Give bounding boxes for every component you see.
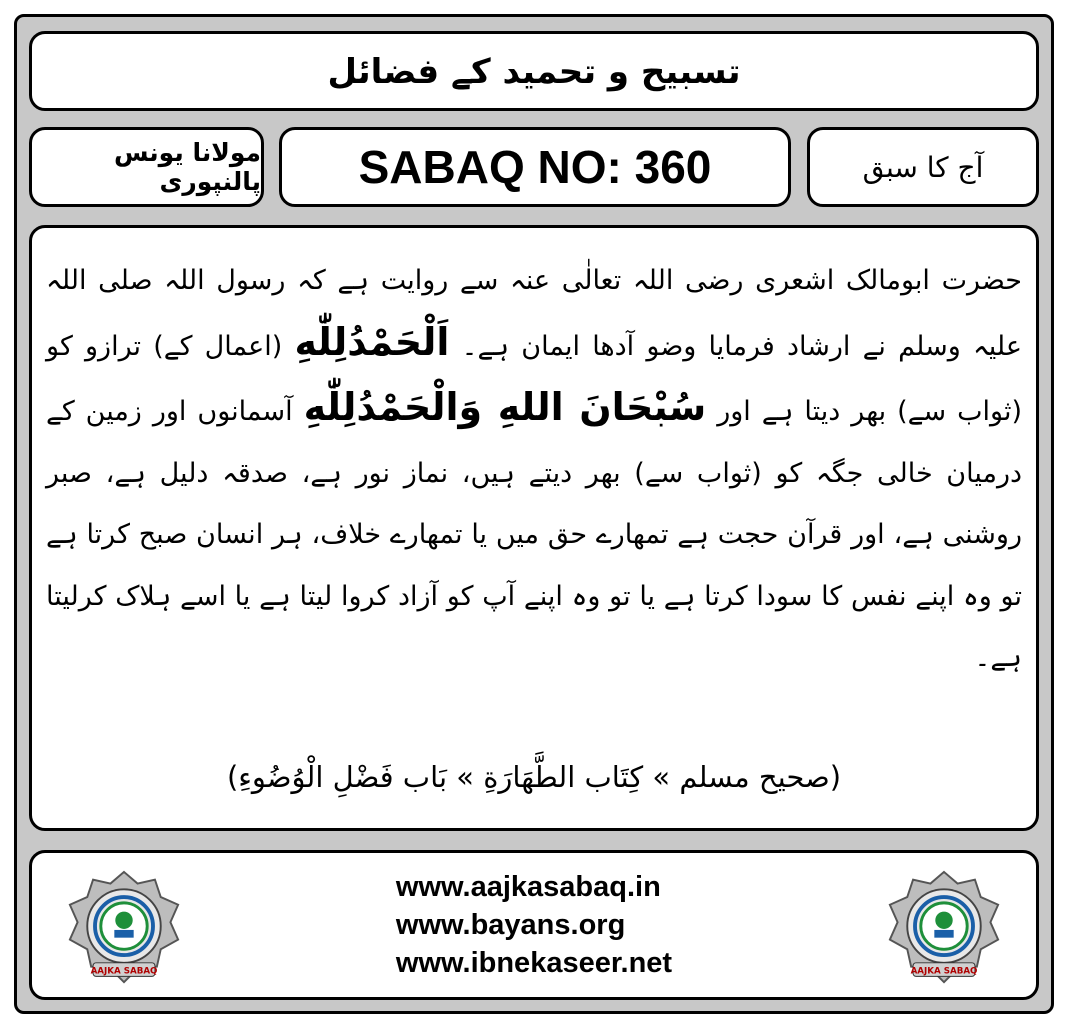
website-links (396, 868, 672, 982)
hadith-line: (اعمال کے) ترازو کو (ثواب سے) بھر دیتا ہے (46, 330, 1022, 427)
website-link[interactable]: www.ibnekaseer.net (395, 947, 673, 979)
hadith-content-box (29, 225, 1039, 831)
hadith-line: اور (717, 396, 751, 427)
svg-text:AAJKA SABAQ: AAJKA SABAQ (90, 966, 158, 977)
page-title: تسبیح و تحمید کے فضائل (327, 51, 741, 92)
website-link[interactable]: www.bayans.org (395, 909, 626, 941)
hadith-text (46, 250, 1022, 689)
hadith-reference: (صحیح مسلم » كِتَاب الطَّهَارَةِ » بَاب فَضْلِ الْوُضُوءِ) (226, 760, 842, 794)
hadith-line: تمھارے خلاف، ہر انسان صبح کرتا ہے تو وہ اپنے نفس کا سودا کرتا ہے یا تو وہ اپنے آپ کو آزاد کروا (46, 519, 1022, 612)
aajka-sabaq-logo-icon (66, 869, 182, 987)
author-box (29, 127, 264, 207)
aaj-ka-sabaq-label: آج کا سبق (862, 150, 984, 184)
hadith-line: آسمانوں اور زمین کے درمیان خالی جگہ کو (ثواب سے) بھر (46, 396, 1023, 489)
hadith-line: حضرت ابومالک اشعری رضی اللہ تعالٰی عنہ سے روایت ہے کہ رسول اللہ صلی اللہ علیہ وسلم نے (46, 265, 1022, 362)
footer-box (29, 850, 1039, 1000)
hadith-line: لیتا ہے یا اسے ہلاک کرلیتا ہے۔ (46, 580, 1022, 673)
author-name: مولانا یونس پالنپوری (113, 138, 261, 196)
sabaq-number: SABAQ NO: 360 (358, 141, 712, 193)
aajka-sabaq-logo-icon (886, 869, 1002, 987)
alhamdulillah-text: اَلْحَمْدُلِلّٰهِ (294, 319, 450, 364)
title-box (29, 31, 1039, 111)
website-link[interactable]: www.aajkasabaq.in (395, 871, 661, 903)
svg-text:AAJKA SABAQ: AAJKA SABAQ (910, 966, 978, 977)
subhanallah-text: سُبْحَانَ اللهِ وَالْحَمْدُلِلّٰهِ (303, 385, 707, 429)
hadith-line: دیتے ہیں، نماز نور ہے، صدقہ دلیل ہے، صبر روشنی ہے، اور قرآن حجت ہے تمھارے حق میں یا (46, 457, 1022, 550)
aaj-ka-sabaq-box (807, 127, 1039, 207)
sabaq-number-box (279, 127, 791, 207)
poster-frame (14, 14, 1054, 1014)
hadith-line: ارشاد فرمایا وضو آدھا ایمان ہے۔ (461, 330, 851, 362)
